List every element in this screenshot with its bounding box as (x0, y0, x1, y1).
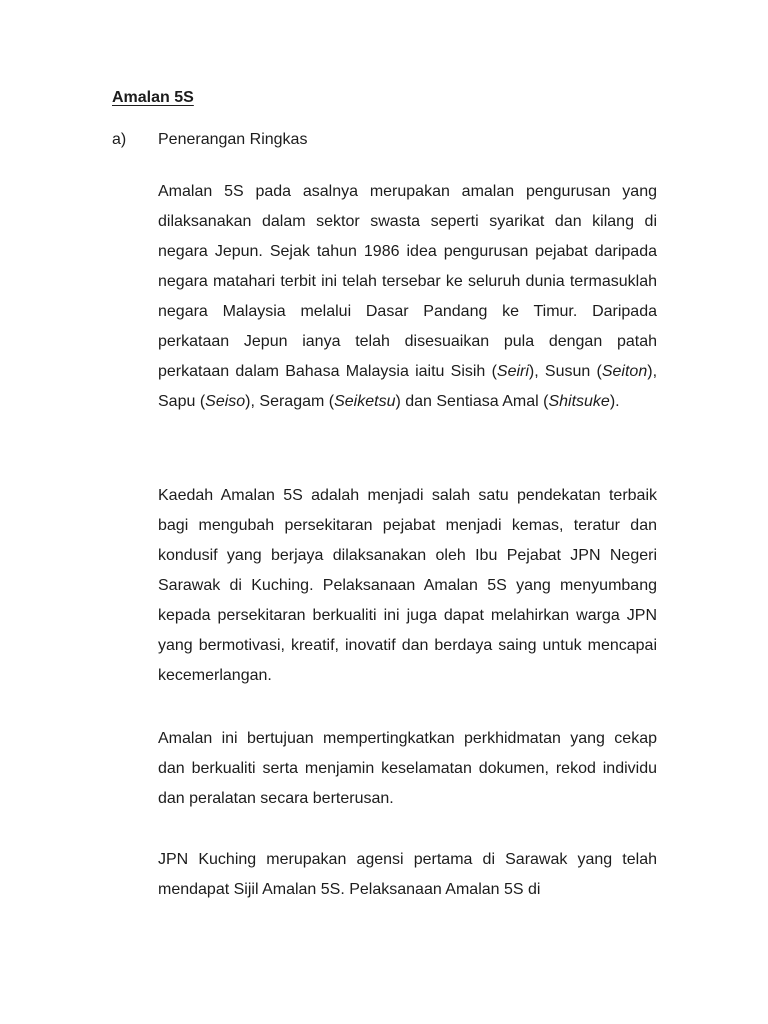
paragraph-1 (158, 177, 657, 417)
paragraph-4: JPN Kuching merupakan agensi pertama di Sarawak yang telah mendapat Sijil Amalan 5S. Pelaksanaan Amalan 5S di (158, 851, 657, 898)
paragraph-1-text-2: ), Susun ( (528, 363, 602, 380)
paragraph-1-text-4: ), Seragam ( (245, 393, 335, 410)
paragraph-3: Amalan ini bertujuan mempertingkatkan perkhidmatan yang cekap dan berkualiti serta menjamin keselamatan dokumen, rekod individu dan peralatan secara berterusan. (158, 730, 657, 807)
paragraph-1-text-6: ). (609, 393, 620, 410)
term-seiton: Seiton (601, 363, 648, 380)
section-marker: a) (112, 131, 127, 148)
paragraph-1-text-5: ) dan Sentiasa Amal ( (395, 393, 549, 410)
term-shitsuke: Shitsuke (548, 393, 610, 410)
document-heading: Amalan 5S (112, 89, 194, 106)
paragraph-2: Kaedah Amalan 5S adalah menjadi salah satu pendekatan terbaik bagi mengubah persekitaran pejabat menjadi kemas, teratur dan kondusif yang berjaya dilaksanakan oleh Ibu Pejabat JPN Negeri Sarawak di Kuching. Pelaksanaan Amalan 5S yang menyumbang kepada persekitaran berkualiti ini juga dapat melahirkan warga JPN yang bermotivasi, kreatif, inovatif dan berdaya saing untuk mencapai kecemerlangan. (158, 487, 657, 684)
paragraph-1-text-3: ), Sapu ( (158, 363, 658, 410)
section-title: Penerangan Ringkas (158, 131, 308, 148)
term-seiri: Seiri (496, 363, 529, 380)
term-seiketsu: Seiketsu (334, 393, 396, 410)
paragraph-1-text-1: Amalan 5S pada asalnya merupakan amalan pengurusan yang dilaksanakan dalam sektor swasta seperti syarikat dan kilang di negara Jepun. Sejak tahun 1986 idea pengurusan pejabat daripada negara matahari terbit ini telah tersebar ke seluruh dunia termasuklah negara Malaysia melalui Dasar Pandang ke Timur. Daripada perkataan Jepun ianya telah disesuaikan pula dengan patah perkataan dalam Bahasa Malaysia iaitu Sisih ( (158, 183, 657, 380)
term-seiso: Seiso (205, 393, 246, 410)
